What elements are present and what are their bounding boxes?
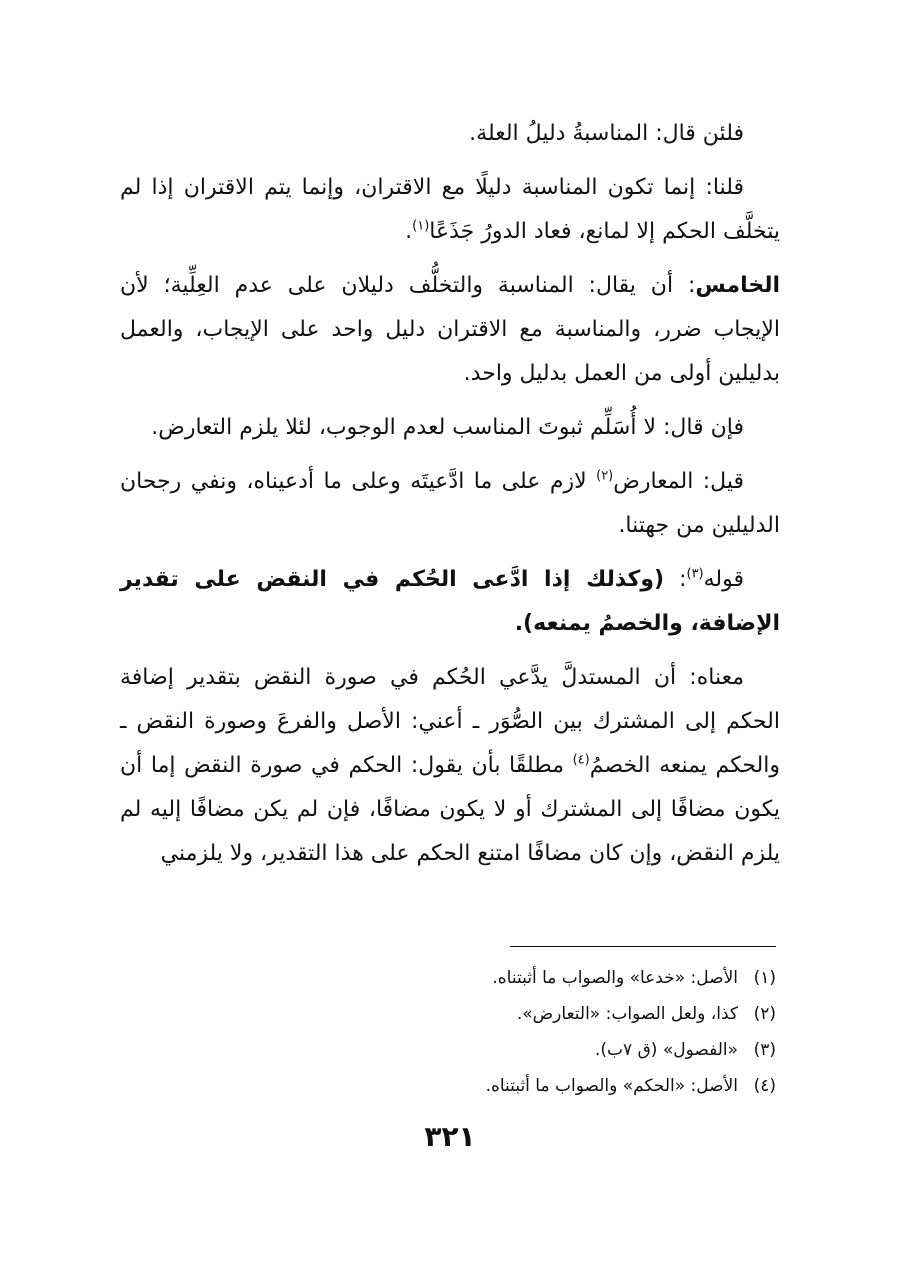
footnote-ref-3[interactable]: (٣) <box>686 566 704 582</box>
paragraph-5-text-b: لازم على ما ادَّعيتَه وعلى ما أدعيناه، ونفي رجحان الدليلين من جهتنا. <box>120 469 780 538</box>
footnote-3-text: «الفصول» (ق ٧ب). <box>595 1040 738 1060</box>
footnote-ref-4[interactable]: (٤) <box>572 752 590 768</box>
paragraph-5 <box>120 460 780 548</box>
paragraph-4-text: فإن قال: لا أُسَلِّم ثبوتَ المناسب لعدم الوجوب، لئلا يلزم التعارض. <box>151 415 744 440</box>
footnote-divider <box>510 946 776 947</box>
paragraph-2 <box>120 166 780 254</box>
paragraph-6 <box>120 558 780 646</box>
paragraph-5-text-a: قيل: المعارض <box>613 469 744 494</box>
footnote-2-number: (٢) <box>753 1004 776 1024</box>
footnote-1 <box>120 960 776 996</box>
paragraph-3-lead: الخامس <box>695 273 780 298</box>
paragraph-6-text-a: قوله <box>703 567 745 592</box>
paragraph-7-text-a: معناه: أن المستدلَّ يدَّعي الحُكم في صورة النقض بتقدير إضافة الحكم إلى المشترك بين الصُّوَر ـ أعني: الأصل والفرعَ وصورة النقض ـ والحكم يمنعه الخصمُ <box>120 665 780 778</box>
paragraph-7-text-b: مطلقًا بأن يقول: الحكم في صورة النقض إما أن يكون مضافًا إلى المشترك أو لا يكون مضافًا، فإن لم يكن مضافًا إليه لم يلزم النقض، وإن كان مضافًا امتنع الحكم على هذا التقدير، ولا يلزمني <box>120 753 780 866</box>
paragraph-7 <box>120 656 780 876</box>
footnote-4 <box>120 1068 776 1104</box>
footnote-1-text: الأصل: «خدعا» والصواب ما أثبتناه. <box>492 968 738 988</box>
footnote-3 <box>120 1032 776 1068</box>
paragraph-2-text: قلنا: إنما تكون المناسبة دليلًا مع الاقتران، وإنما يتم الاقتران إذا لم يتخلَّف الحكم إلا لمانع، فعاد الدورُ جَذَعًا <box>120 175 780 244</box>
footnote-ref-2[interactable]: (٢) <box>596 468 614 484</box>
paragraph-6-text-b: : <box>664 567 687 592</box>
paragraph-1 <box>120 112 780 156</box>
footnote-4-number: (٤) <box>753 1076 776 1096</box>
paragraph-2-end: . <box>405 219 413 244</box>
paragraph-3 <box>120 264 780 396</box>
footnote-2 <box>120 996 776 1032</box>
page-number: ٣٢١ <box>424 1120 476 1153</box>
paragraph-3-text: : أن يقال: المناسبة والتخلُّف دليلان على عدم العِلِّية؛ لأن الإيجاب ضرر، والمناسبة مع الاقتران دليل واحد على الإيجاب، والعمل بدليلين أولى من العمل بدليل واحد. <box>120 273 780 386</box>
paragraph-6-quote: (وكذلك إذا ادَّعى الحُكم في النقض على تقدير الإضافة، والخصمُ يمنعه). <box>120 567 780 636</box>
footnote-3-number: (٣) <box>753 1040 776 1060</box>
footnote-2-text: كذا، ولعل الصواب: «التعارض». <box>516 1004 738 1024</box>
paragraph-4 <box>120 406 780 450</box>
footnote-1-number: (١) <box>753 968 776 988</box>
footnote-ref-1[interactable]: (١) <box>412 218 430 234</box>
footnotes <box>120 960 776 1104</box>
main-text <box>120 112 780 886</box>
footnote-4-text: الأصل: «الحكم» والصواب ما أثبتناه. <box>485 1076 738 1096</box>
paragraph-1-text: فلئن قال: المناسبةُ دليلُ العلة. <box>469 121 744 146</box>
